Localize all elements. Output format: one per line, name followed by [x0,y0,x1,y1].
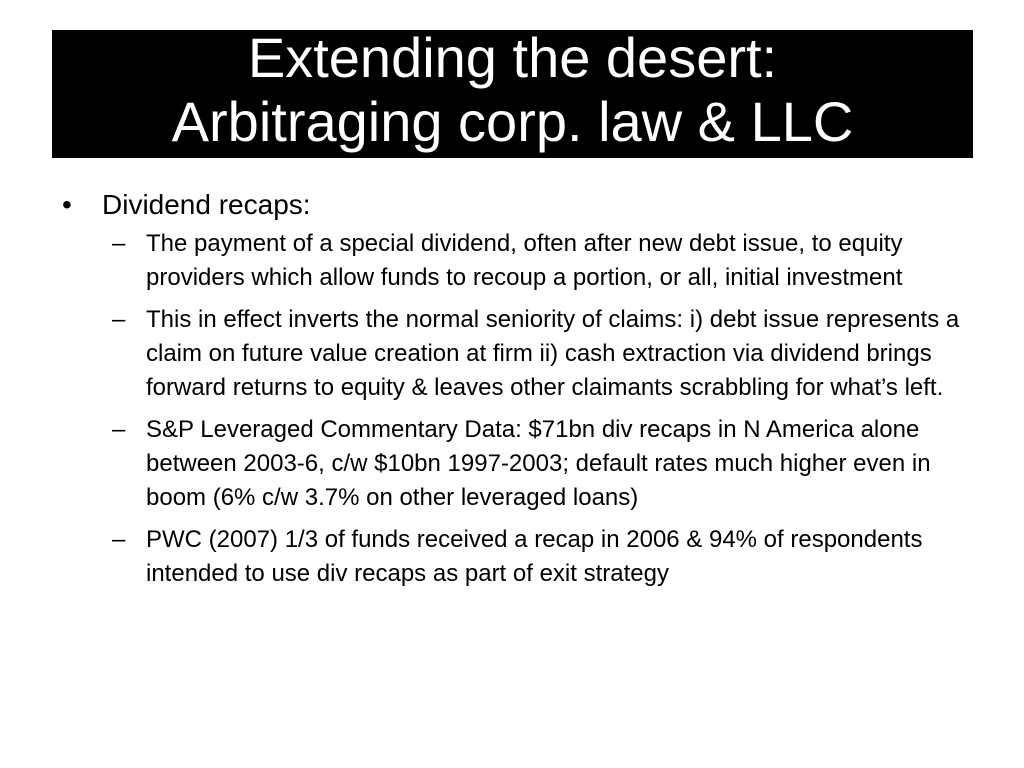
bullet-marker: • [62,189,72,220]
sub-bullet-text: PWC (2007) 1/3 of funds received a recap in 2006 & 94% of respondents intended to use div recaps as part of exit strategy [146,526,923,587]
sub-bullet-item [112,227,980,295]
slide-title: Extending the desert: Arbitraging corp. law & LLC [171,30,854,153]
slide-body [60,188,980,599]
sub-bullet-item [112,523,980,591]
sub-bullet-text: S&P Leveraged Commentary Data: $71bn div recaps in N America alone between 2003-6, c/w $10bn 1997-2003; default rates much higher even in boom (6% c/w 3.7% on other leveraged loans) [146,416,931,511]
dash-marker: – [112,416,126,443]
bullet-dividend-recaps [60,188,980,222]
sub-bullet-item [112,413,980,515]
dash-marker: – [112,526,126,553]
bullet-text: Dividend recaps: [102,189,311,220]
sub-bullet-list [112,227,980,591]
sub-bullet-item [112,303,980,405]
dash-marker: – [112,306,126,333]
sub-bullet-text: This in effect inverts the normal seniority of claims: i) debt issue represents a claim on future value creation at firm ii) cash extraction via dividend brings forward returns to equity & leaves other claimants scrabbling for what’s left. [146,306,960,401]
sub-bullet-text: The payment of a special dividend, often after new debt issue, to equity providers which allow funds to recoup a portion, or all, initial investment [146,230,903,291]
dash-marker: – [112,230,126,257]
title-banner [52,30,973,158]
